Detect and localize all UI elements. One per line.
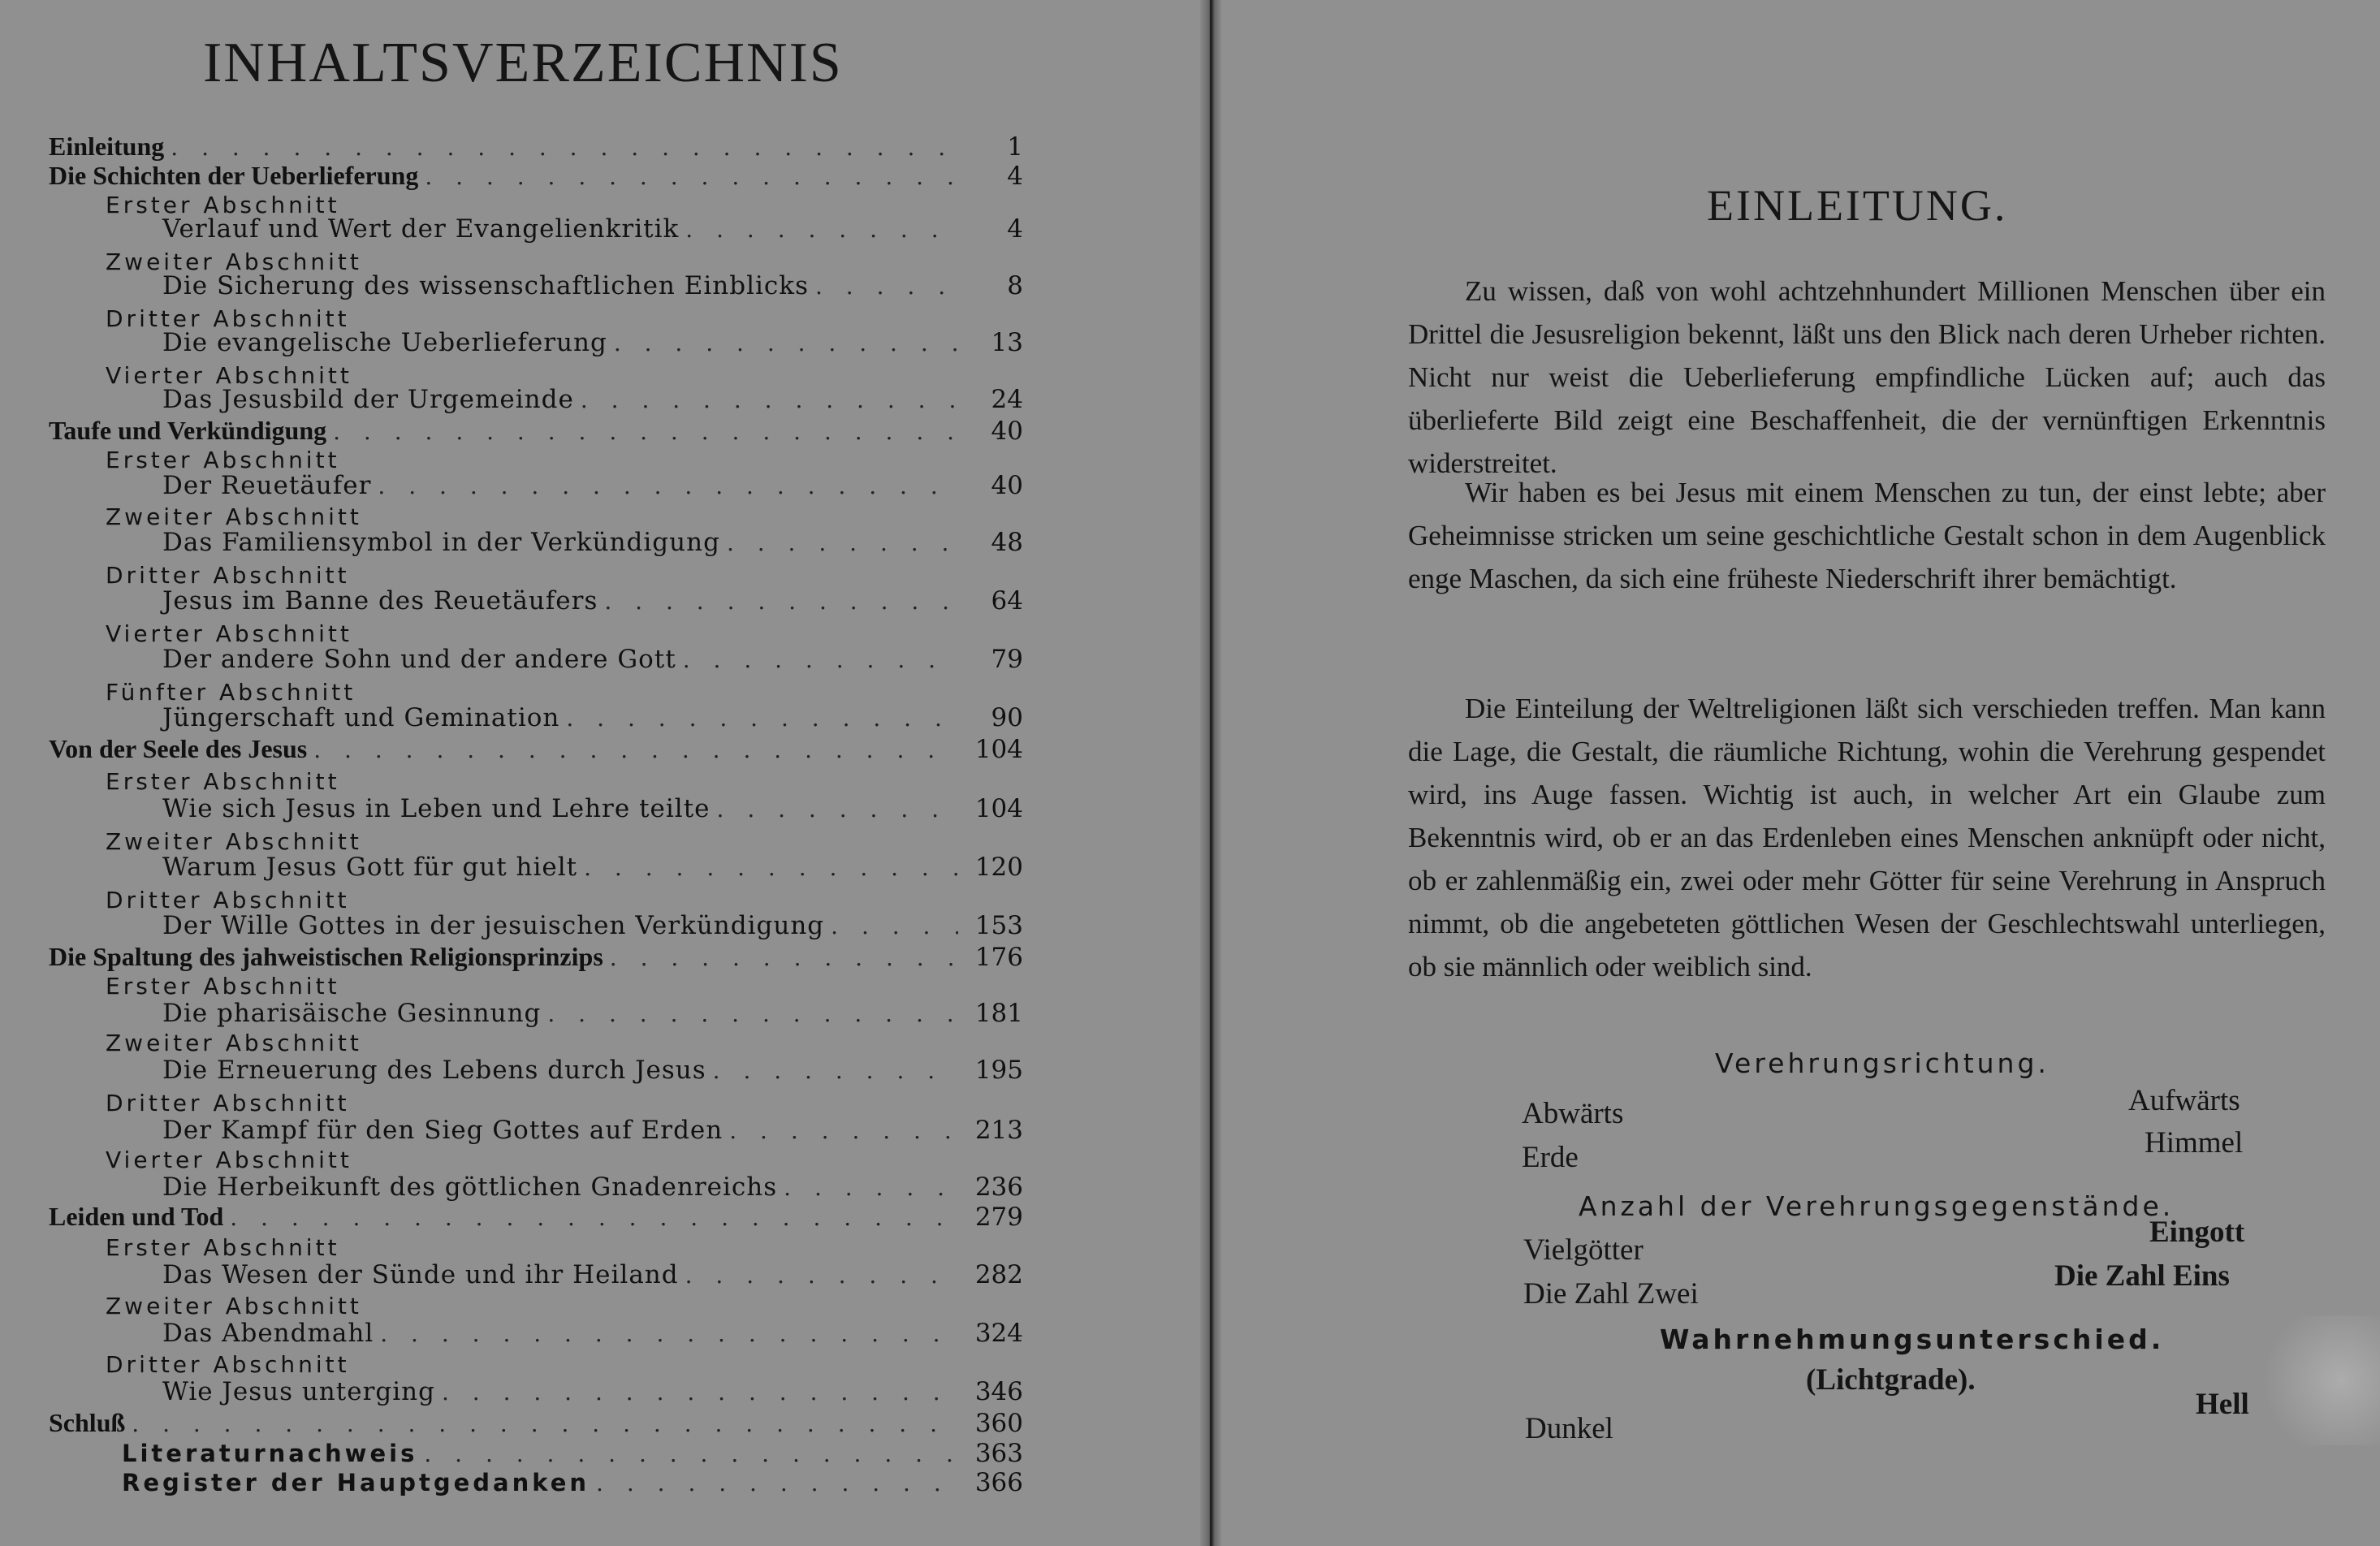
toc-entry-label: Vierter Abschnitt [106, 1147, 352, 1173]
scheme-heading-perception: Wahrnehmungsunterschied. [1660, 1324, 2165, 1355]
toc-entry-page: 90 [991, 703, 1023, 732]
toc-leader-dots [777, 1174, 958, 1201]
scheme-one-god: Eingott [2149, 1216, 2245, 1249]
toc-entry-label: Die pharisäische Gesinnung [162, 999, 542, 1028]
toc-entry-label: Das Familiensymbol in der Verkündigung [162, 528, 720, 557]
toc-entry-label: Zweiter Abschnitt [106, 503, 362, 530]
toc-entry [49, 132, 1023, 162]
toc-entry-page: 181 [974, 999, 1023, 1028]
toc-leader-dots [711, 796, 958, 823]
toc-leader-dots [706, 1057, 958, 1084]
toc-leader-dots [371, 473, 958, 499]
toc-leader-dots [679, 216, 958, 243]
scheme-heaven: Himmel [2145, 1126, 2244, 1160]
toc-entry [162, 471, 1023, 500]
toc-entry [106, 1351, 1023, 1378]
toc-entry-label: Der andere Sohn und der andere Gott [162, 645, 676, 674]
toc-entry-page: 48 [991, 528, 1023, 557]
toc-entry-label: Die Erneuerung des Lebens durch Jesus [162, 1056, 706, 1085]
toc-entry-page: 346 [974, 1377, 1023, 1406]
page-smudge [2250, 1315, 2380, 1445]
toc-leader-dots [418, 163, 958, 190]
toc-leader-dots [577, 854, 958, 881]
toc-leader-dots [824, 913, 958, 939]
toc-entry [162, 328, 1023, 357]
toc-entry [106, 768, 1023, 795]
scheme-bright: Hell [2196, 1388, 2249, 1421]
toc-entry-page: 279 [974, 1203, 1023, 1232]
toc-entry-label: Dritter Abschnitt [106, 1090, 350, 1116]
toc-entry [106, 973, 1023, 1000]
toc-entry-label: Taufe und Verkündigung [49, 416, 327, 445]
scheme-heading-direction: Verehrungsrichtung. [1715, 1047, 2050, 1079]
toc-entry-label: Einleitung [49, 132, 165, 161]
intro-paragraph-1: Zu wissen, daß von wohl achtzehnhundert Millionen Menschen über ein Drittel die Jesusreligion bekennt, läßt uns den Blick nach deren Urheber richten. Nicht nur weist die Ueberlieferung empfindliche Lücken auf; auch das überlieferte Bild zeigt eine Beschaffenheit, die der vernünftigen Erkenntnis widerstreitet. [1408, 275, 2326, 479]
toc-entry [162, 271, 1023, 300]
toc-entry-label: Das Wesen der Sünde und ihr Heiland [162, 1260, 679, 1289]
toc-entry [106, 1234, 1023, 1261]
toc-leader-dots [125, 1410, 958, 1437]
toc-entry-label: Erster Abschnitt [106, 768, 340, 795]
toc-entry-label: Schluß [49, 1408, 126, 1437]
toc-entry [106, 620, 1023, 647]
toc-entry [49, 1408, 1023, 1438]
toc-leader-dots [676, 646, 958, 673]
toc-entry-label: Die evangelische Ueberlieferung [162, 328, 607, 357]
toc-entry [162, 1377, 1023, 1406]
toc-entry-page: 64 [991, 586, 1023, 615]
toc-entry [162, 1116, 1023, 1145]
toc-entry-label: Das Jesusbild der Urgemeinde [162, 385, 574, 414]
toc-leader-dots [164, 134, 958, 161]
toc-entry-label: Register der Hauptgedanken [122, 1469, 590, 1496]
toc-entry [162, 1319, 1023, 1348]
toc-leader-dots [809, 273, 958, 300]
toc-entry-page: 24 [991, 385, 1023, 414]
toc-entry-label: Dritter Abschnitt [106, 1351, 350, 1378]
toc-entry-page: 40 [991, 471, 1023, 500]
toc-entry [106, 679, 1023, 706]
toc-leader-dots [720, 529, 958, 556]
toc-entry [49, 1202, 1023, 1232]
toc-entry [162, 586, 1023, 615]
toc-entry-label: Leiden und Tod [49, 1202, 224, 1231]
toc-entry-label: Die Spaltung des jahweistischen Religionsprinzips [49, 942, 603, 971]
toc-entry [162, 385, 1023, 414]
toc-entry-label: Die Herbeikunft des göttlichen Gnadenreichs [162, 1172, 778, 1202]
toc-leader-dots [574, 386, 958, 413]
toc-leader-dots [559, 705, 958, 732]
toc-entry-label: Erster Abschnitt [106, 973, 340, 1000]
toc-entry [106, 1147, 1023, 1173]
toc-leader-dots [679, 1262, 958, 1289]
scheme-upward: Aufwärts [2128, 1084, 2240, 1117]
scheme-light-degrees: (Lichtgrade). [1806, 1363, 1976, 1397]
toc-entry-page: 324 [974, 1319, 1023, 1348]
toc-entry-label: Jüngerschaft und Gemination [162, 703, 560, 732]
toc-leader-dots [374, 1320, 958, 1347]
toc-entry-label: Der Reuetäufer [162, 471, 372, 500]
toc-entry [162, 1172, 1023, 1202]
toc-entry-page: 1 [1007, 132, 1023, 162]
toc-entry [162, 1056, 1023, 1085]
toc-entry-label: Literaturnachweis [122, 1440, 418, 1467]
toc-entry-label: Warum Jesus Gott für gut hielt [162, 853, 578, 882]
toc-entry-label: Dritter Abschnitt [106, 562, 350, 589]
toc-entry [106, 447, 1023, 473]
toc-entry-page: 213 [974, 1116, 1023, 1145]
toc-entry-label: Die Sicherung des wissenschaftlichen Einblicks [162, 271, 809, 300]
toc-entry [106, 1030, 1023, 1056]
toc-entry [106, 1293, 1023, 1319]
toc-entry-label: Vierter Abschnitt [106, 362, 352, 389]
toc-entry [106, 503, 1023, 530]
toc-entry [49, 734, 1023, 764]
scheme-number-one: Die Zahl Eins [2054, 1259, 2230, 1293]
toc-entry-label: Erster Abschnitt [106, 1234, 340, 1261]
toc-title: INHALTSVERZEICHNIS [203, 32, 843, 94]
toc-entry-label: Zweiter Abschnitt [106, 1030, 362, 1056]
toc-entry-label: Verlauf und Wert der Evangelienkritik [162, 214, 680, 244]
intro-paragraph-3: Die Einteilung der Weltreligionen läßt sich verschieden treffen. Man kann die Lage, die Gestalt, die räumliche Richtung, wohin die Verehrung gespendet wird, ins Auge fassen. Wichtig ist auch, in welcher Art ein Glaube zum Bekenntnis wird, ob er an das Erdenleben eines Menschen anknüpft oder nicht, ob er zahlenmäßig ein, zwei oder mehr Götter für seine Verehrung in Anspruch nimmt, ob die angebeteten göttlichen Wesen der Geschlechtswahl unterliegen, ob sie männlich oder weiblich sind. [1408, 693, 2326, 982]
toc-entry [162, 528, 1023, 557]
toc-entry [162, 794, 1023, 823]
toc-entry-label: Dritter Abschnitt [106, 887, 350, 913]
toc-entry-page: 282 [974, 1260, 1023, 1289]
toc-entry [162, 645, 1023, 674]
toc-entry-page: 360 [974, 1409, 1023, 1438]
toc-entry [49, 416, 1023, 446]
toc-entry [162, 214, 1023, 244]
toc-leader-dots [598, 588, 958, 615]
toc-entry-page: 195 [974, 1056, 1023, 1085]
toc-leader-dots [723, 1117, 958, 1144]
toc-entry-page: 153 [974, 911, 1023, 940]
toc-entry-page: 4 [1007, 162, 1023, 191]
toc-leader-dots [326, 418, 958, 445]
toc-entry-page: 104 [974, 794, 1023, 823]
toc-leader-dots [541, 1000, 958, 1027]
toc-leader-dots [223, 1204, 958, 1231]
toc-entry-label: Erster Abschnitt [106, 192, 340, 218]
toc-entry-label: Erster Abschnitt [106, 447, 340, 473]
toc-entry [162, 999, 1023, 1028]
toc-entry [122, 1468, 1023, 1497]
intro-title: EINLEITUNG. [1707, 181, 2008, 230]
toc-entry [106, 828, 1023, 855]
intro-paragraph-2: Wir haben es bei Jesus mit einem Menschen zu tun, der einst lebte; aber Geheimnisse stricken um seine geschichtliche Gestalt schon in dem Augenblick enge Maschen, da sich eine früheste Niederschrift ihrer bemächtigt. [1408, 477, 2326, 594]
toc-leader-dots [590, 1470, 958, 1496]
toc-entry-label: Die Schichten der Ueberlieferung [49, 161, 419, 190]
toc-leader-dots [607, 330, 958, 356]
toc-entry [122, 1439, 1023, 1468]
toc-entry-page: 40 [991, 417, 1023, 446]
toc-entry [162, 911, 1023, 940]
toc-entry-page: 363 [974, 1439, 1023, 1468]
toc-entry-label: Wie Jesus unterging [162, 1377, 435, 1406]
scheme-many-gods: Vielgötter [1523, 1233, 1644, 1267]
toc-leader-dots [435, 1379, 958, 1406]
toc-entry-label: Vierter Abschnitt [106, 620, 352, 647]
toc-entry-page: 104 [974, 735, 1023, 764]
scheme-heading-count: Anzahl der Verehrungsgegenstände. [1579, 1190, 2175, 1222]
toc-entry [106, 562, 1023, 589]
toc-entry-page: 120 [974, 853, 1023, 882]
toc-entry-page: 13 [991, 328, 1023, 357]
toc-leader-dots [603, 944, 958, 971]
toc-entry-label: Der Wille Gottes in der jesuischen Verkündigung [162, 911, 825, 940]
toc-entry-label: Dritter Abschnitt [106, 305, 350, 332]
gutter-fold [1210, 0, 1212, 1546]
toc-entry-label: Zweiter Abschnitt [106, 248, 362, 275]
toc-entry [106, 887, 1023, 913]
toc-entry [162, 1260, 1023, 1289]
intro-page [1221, 0, 2380, 1546]
toc-entry-label: Jesus im Banne des Reuetäufers [162, 586, 598, 615]
toc-entry-label: Von der Seele des Jesus [49, 734, 308, 763]
toc-entry-page: 79 [991, 645, 1023, 674]
toc-leader-dots [307, 736, 958, 763]
toc-entry-label: Der Kampf für den Sieg Gottes auf Erden [162, 1116, 724, 1145]
toc-entry-page: 8 [1007, 271, 1023, 300]
scheme-earth: Erde [1522, 1141, 1579, 1174]
toc-entry-page: 4 [1007, 214, 1023, 244]
toc-entry-label: Wie sich Jesus in Leben und Lehre teilte [162, 794, 711, 823]
toc-entry [162, 853, 1023, 882]
toc-entry [49, 942, 1023, 972]
toc-entry-page: 366 [974, 1468, 1023, 1497]
toc-entry-label: Fünfter Abschnitt [106, 679, 356, 706]
toc-entry-label: Zweiter Abschnitt [106, 828, 362, 855]
scheme-number-two: Die Zahl Zwei [1523, 1277, 1699, 1311]
toc-entry-page: 236 [974, 1172, 1023, 1202]
toc-entry [49, 161, 1023, 191]
toc-leader-dots [417, 1440, 958, 1467]
toc-entry [106, 1090, 1023, 1116]
toc-entry [162, 703, 1023, 732]
scheme-downward: Abwärts [1522, 1097, 1624, 1130]
toc-entry-page: 176 [974, 943, 1023, 972]
scheme-dark: Dunkel [1525, 1412, 1613, 1445]
toc-entry-label: Das Abendmahl [162, 1319, 374, 1348]
toc-entry-label: Zweiter Abschnitt [106, 1293, 362, 1319]
